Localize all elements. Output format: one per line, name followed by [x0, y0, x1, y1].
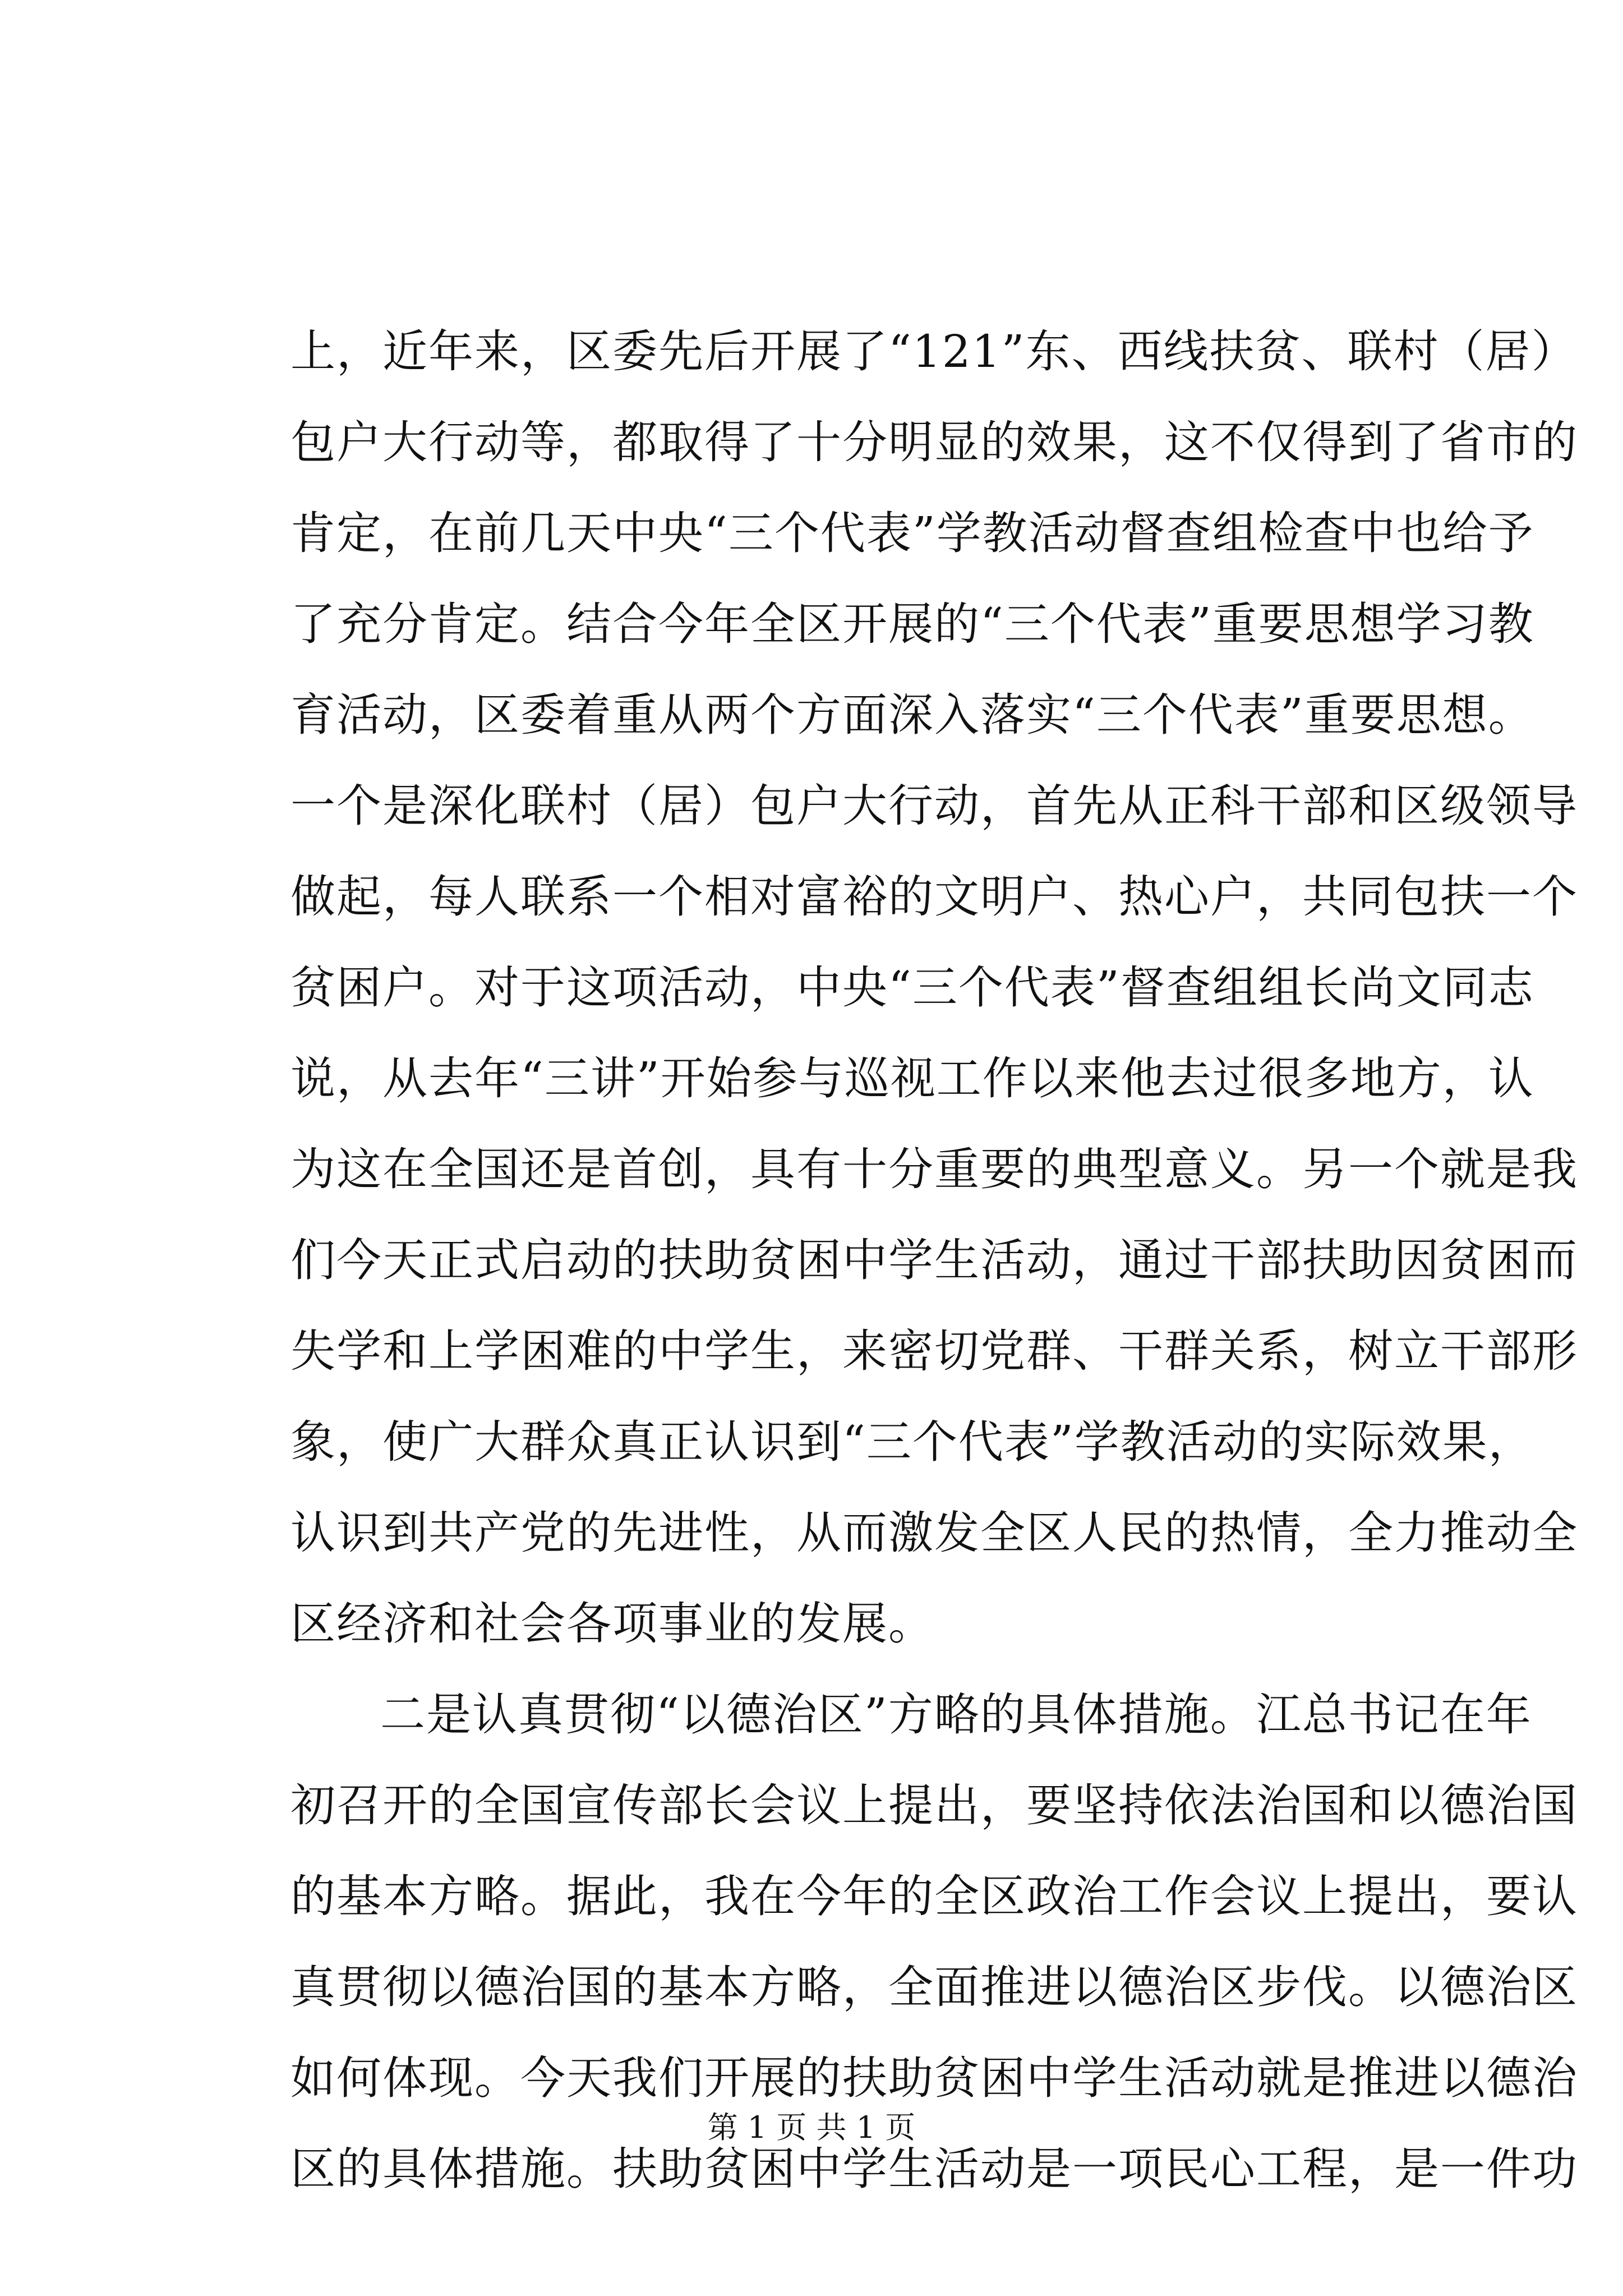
text-line: 的基本方略。据此，我在今年的全区政治工作会议上提出，要认 — [291, 1870, 1578, 1922]
text-line: 一个是深化联村（居）包户大行动，首先从正科干部和区级领导 — [291, 780, 1578, 832]
text-line: 了充分肯定。结合今年全区开展的“三个代表”重要思想学习教 — [291, 598, 1534, 650]
text-line: 贫困户。对于这项活动，中央“三个代表”督查组组长尚文同志 — [291, 961, 1534, 1014]
text-line: 包户大行动等，都取得了十分明显的效果，这不仅得到了省市的 — [291, 416, 1578, 468]
text-line: 真贯彻以德治国的基本方略，全面推进以德治区步伐。以德治区 — [291, 1961, 1578, 2013]
text-line-paragraph-start: 二是认真贯彻“以德治区”方略的具体措施。江总书记在年 — [380, 1688, 1532, 1741]
text-line: 们今天正式启动的扶助贫困中学生活动，通过干部扶助因贫困而 — [291, 1234, 1578, 1286]
text-line: 做起，每人联系一个相对富裕的文明户、热心户，共同包扶一个 — [291, 871, 1578, 923]
page-number-footer: 第 1 页 共 1 页 — [707, 2110, 916, 2145]
text-line: 上，近年来，区委先后开展了“121”东、西线扶贫、联村（居） — [291, 325, 1578, 378]
text-line: 为这在全国还是首创，具有十分重要的典型意义。另一个就是我 — [291, 1143, 1578, 1195]
text-line: 肯定，在前几天中央“三个代表”学教活动督查组检查中也给予 — [291, 507, 1534, 559]
text-line: 象，使广大群众真正认识到“三个代表”学教活动的实际效果， — [291, 1416, 1534, 1468]
text-line: 说，从去年“三讲”开始参与巡视工作以来他去过很多地方，认 — [291, 1052, 1534, 1105]
text-line: 认识到共产党的先进性，从而激发全区人民的热情，全力推动全 — [291, 1507, 1578, 1559]
text-line-paragraph-end: 区经济和社会各项事业的发展。 — [291, 1598, 934, 1650]
text-line: 初召开的全国宣传部长会议上提出，要坚持依法治国和以德治国 — [291, 1779, 1578, 1832]
text-line: 如何体现。今天我们开展的扶助贫困中学生活动就是推进以德治 — [291, 2052, 1578, 2104]
text-line: 育活动，区委着重从两个方面深入落实“三个代表”重要思想。 — [291, 689, 1534, 741]
text-line: 失学和上学困难的中学生，来密切党群、干群关系，树立干部形 — [291, 1325, 1578, 1377]
text-line: 区的具体措施。扶助贫困中学生活动是一项民心工程，是一件功 — [291, 2143, 1578, 2195]
document-body — [291, 306, 1578, 2215]
